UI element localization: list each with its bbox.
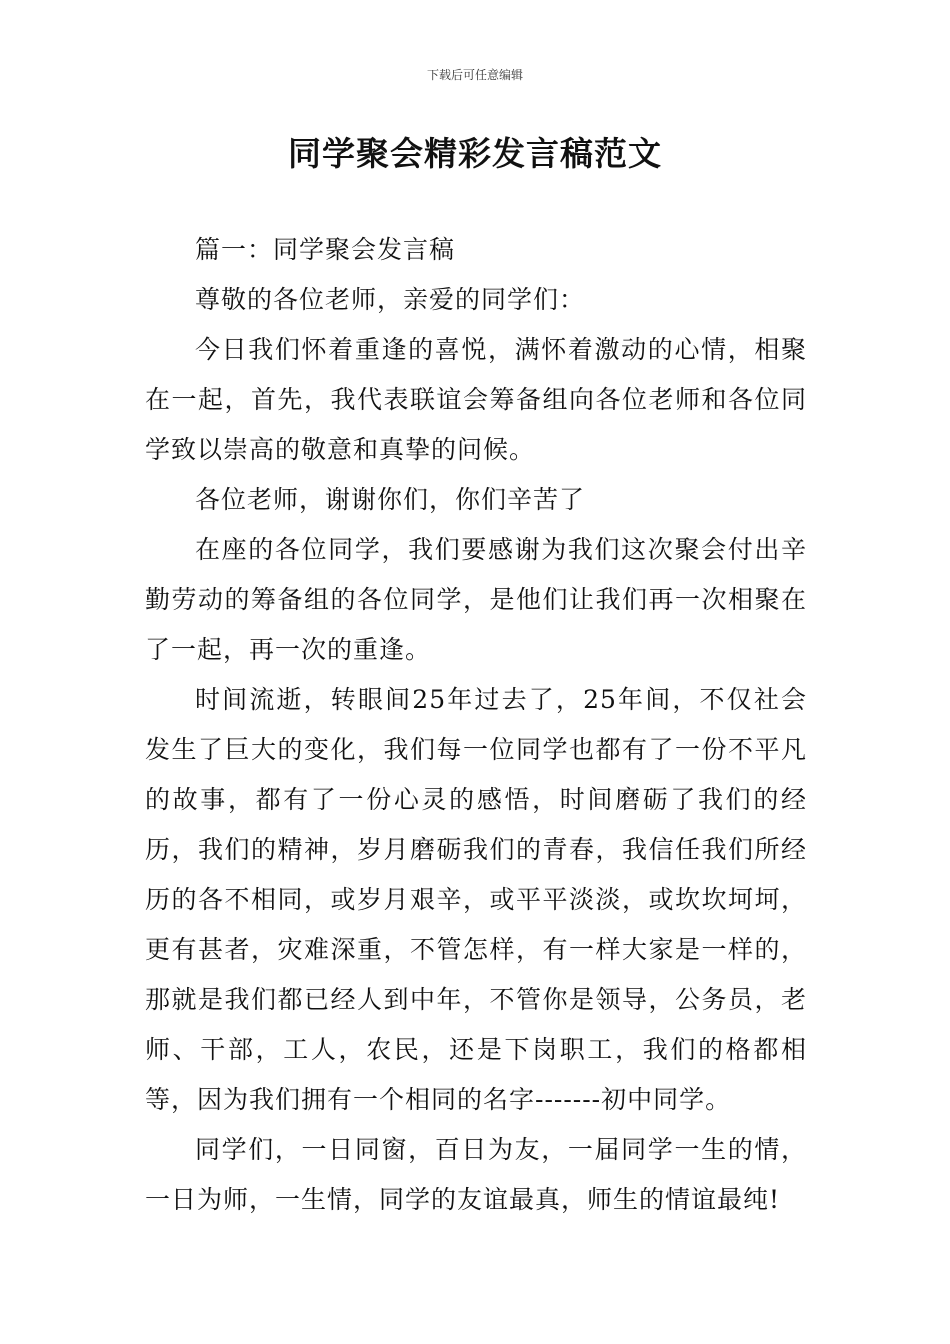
paragraph: 各位老师，谢谢你们，你们辛苦了 (195, 485, 586, 514)
document-body (145, 225, 807, 1225)
paragraph-section-heading: 篇一：同学聚会发言稿 (195, 235, 456, 264)
header-note: 下载后可任意编辑 (426, 68, 523, 82)
paragraph: 今日我们怀着重逢的喜悦，满怀着激动的心情，相聚在一起，首先，我代表联谊会筹备组向各位老师和各位同学致以崇高的敬意和真挚的问候。 (145, 335, 807, 464)
document-title: 同学聚会精彩发言稿范文 (288, 134, 662, 173)
paragraph: 在座的各位同学，我们要感谢为我们这次聚会付出辛勤劳动的筹备组的各位同学，是他们让我们再一次相聚在了一起，再一次的重逢。 (145, 535, 807, 664)
paragraph-salutation: 尊敬的各位老师，亲爱的同学们： (195, 285, 586, 314)
paragraph: 时间流逝，转眼间25年过去了，25年间，不仅社会发生了巨大的变化，我们每一位同学也都有了一份不平凡的故事，都有了一份心灵的感悟，时间磨砺了我们的经历，我们的精神，岁月磨砺我们的青春，我信任我们所经历的各不相同，或岁月艰辛，或平平淡淡，或坎坎坷坷，更有甚者，灾难深重，不管怎样，有一样大家是一样的，那就是我们都已经人到中年，不管你是领导，公务员，老师、干部，工人，农民，还是下岗职工，我们的格都相等，因为我们拥有一个相同的名字-------初中同学。 (145, 685, 807, 1114)
paragraph: 同学们，一日同窗，百日为友，一届同学一生的情，一日为师，一生情，同学的友谊最真，师生的情谊最纯! (145, 1135, 807, 1214)
